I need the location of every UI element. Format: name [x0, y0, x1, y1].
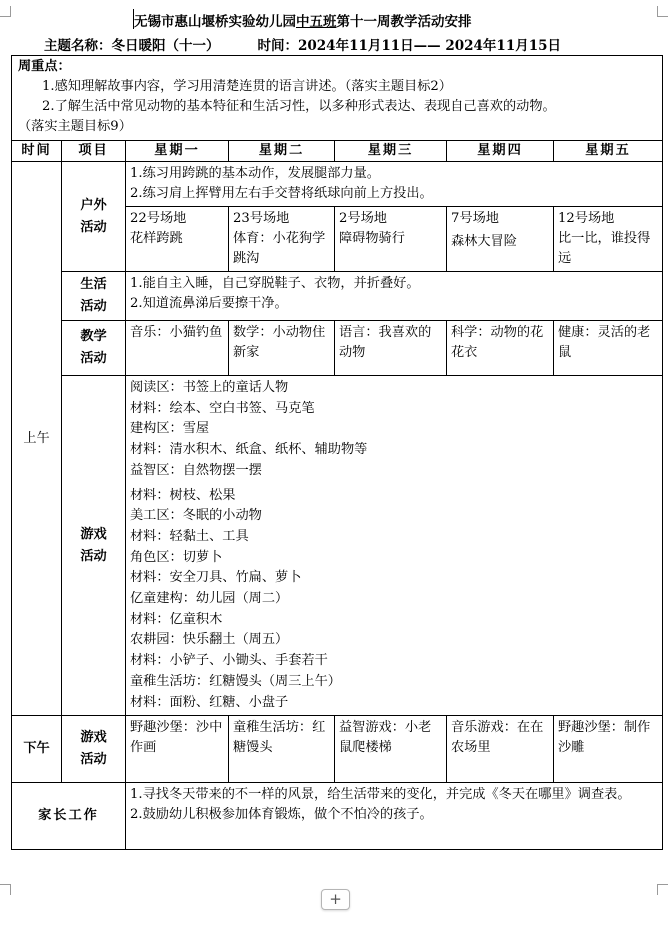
game-line: 材料：面粉、红糖、小盘子	[130, 694, 289, 710]
page-corner-mark	[657, 884, 668, 895]
teaching-label-1: 教学	[80, 329, 107, 344]
week-focus-line: 2.了解生活中常见动物的基本特征和生活习性，以多种形式表达、表现自己喜欢的动物。	[42, 99, 556, 114]
outdoor-cell-wednesday[interactable]	[335, 207, 447, 272]
afternoon-game-label-2: 活动	[80, 752, 107, 768]
teaching-cell-monday[interactable]: 音乐：小猫钓鱼	[126, 321, 229, 376]
parents-task: 2.鼓励幼儿积极参加体育锻炼，做个不怕冷的孩子。	[130, 807, 433, 823]
outdoor-site: 2号场地	[339, 211, 387, 226]
afternoon-cell-friday[interactable]: 野趣沙堡：制作沙雕	[554, 716, 663, 783]
life-label-2: 活动	[80, 299, 107, 314]
afternoon-cell-monday[interactable]: 野趣沙堡：沙中作画	[126, 716, 229, 783]
outdoor-activity: 森林大冒险	[451, 234, 517, 249]
game-label-1: 游戏	[80, 526, 107, 542]
game-line: 角色区：切萝卜	[130, 549, 223, 565]
game-line: 材料：小铲子、小锄头、手套若干	[130, 653, 328, 669]
parents-task: 1.寻找冬天带来的不一样的风景，给生活带来的变化，并完成《冬天在哪里》调查表。	[130, 787, 631, 803]
game-label	[62, 376, 126, 716]
header-item: 项目	[62, 141, 126, 162]
week-focus-line: 1.感知理解故事内容，学习用清楚连贯的语言讲述。（落实主题目标2）	[42, 79, 452, 94]
time-label: 时间：	[257, 38, 298, 54]
life-label-1: 生活	[80, 277, 107, 292]
outdoor-site: 23号场地	[233, 211, 290, 226]
date-range: 2024年11月11日—— 2024年11月15日	[298, 38, 561, 54]
week-focus-line: （落实主题目标9）	[18, 119, 132, 134]
game-label-2: 活动	[80, 548, 107, 564]
outdoor-label	[62, 162, 126, 272]
game-line: 材料：清水积木、纸盒、纸杯、辅助物等	[130, 442, 368, 458]
title-week: 第十一周教学活动安排	[336, 14, 472, 30]
outdoor-site: 7号场地	[451, 211, 499, 226]
afternoon-game-label-1: 游戏	[80, 730, 107, 746]
teaching-cell-wednesday[interactable]: 语言：我喜欢的动物	[335, 321, 447, 376]
afternoon-cell-wednesday[interactable]: 益智游戏：小老鼠爬楼梯	[335, 716, 447, 783]
outdoor-goals-cell[interactable]	[126, 162, 663, 207]
time-afternoon: 下午	[12, 716, 62, 783]
theme-label: 主题名称：	[44, 38, 112, 54]
outdoor-label-1: 户外	[80, 197, 107, 213]
teaching-label-2: 活动	[80, 351, 107, 366]
outdoor-goal: 1.练习用跨跳的基本动作，发展腿部力量。	[130, 166, 380, 181]
time-morning: 上午	[12, 162, 62, 716]
teaching-label	[62, 321, 126, 376]
afternoon-cell-tuesday[interactable]: 童稚生活坊：红糖馒头	[229, 716, 335, 783]
game-line: 材料：亿童积木	[130, 611, 223, 627]
parents-label: 家长工作	[12, 783, 126, 850]
game-line: 益智区：自然物摆一摆	[130, 462, 262, 478]
game-line: 材料：轻黏土、工具	[130, 528, 249, 544]
title-school: 无锡市惠山堰桥实验幼儿园	[134, 14, 296, 30]
game-line: 材料：绘本、空白书签、马克笔	[130, 400, 315, 416]
outdoor-cell-monday[interactable]	[126, 207, 229, 272]
game-line: 童稚生活坊：红糖馒头（周三上午）	[130, 673, 341, 689]
life-cell[interactable]	[126, 272, 663, 321]
document-title[interactable]	[134, 10, 472, 30]
outdoor-label-2: 活动	[80, 219, 107, 235]
week-focus-header: 周重点：	[18, 59, 71, 74]
header-thursday: 星期四	[447, 141, 554, 162]
teaching-cell-tuesday[interactable]: 数学：小动物住新家	[229, 321, 335, 376]
outdoor-goal: 2.练习肩上挥臂用左右手交替将纸球向前上方投出。	[130, 186, 433, 201]
outdoor-cell-friday[interactable]	[554, 207, 663, 272]
header-tuesday: 星期二	[229, 141, 335, 162]
outdoor-cell-tuesday[interactable]	[229, 207, 335, 272]
afternoon-cell-thursday[interactable]: 音乐游戏：在在农场里	[447, 716, 554, 783]
outdoor-site: 22号场地	[130, 211, 187, 226]
teaching-cell-thursday[interactable]: 科学：动物的花花衣	[447, 321, 554, 376]
game-cell[interactable]	[126, 376, 663, 716]
afternoon-game-label	[62, 716, 126, 783]
header-row	[12, 141, 663, 162]
game-line: 材料：树枝、松果	[130, 487, 236, 503]
add-button[interactable]: +	[321, 889, 350, 910]
page-corner-mark	[0, 6, 11, 17]
week-focus-cell[interactable]	[12, 56, 663, 141]
parents-cell[interactable]	[126, 783, 663, 850]
document-subtitle[interactable]	[44, 34, 561, 54]
life-goal: 2.知道流鼻涕后要擦干净。	[130, 296, 288, 311]
teaching-cell-friday[interactable]: 健康：灵活的老鼠	[554, 321, 663, 376]
game-line: 阅读区：书签上的童话人物	[130, 380, 289, 395]
game-line: 建构区：雪屋	[130, 421, 210, 437]
outdoor-activity: 花样跨跳	[130, 231, 183, 246]
game-line: 材料：安全刀具、竹扁、萝卜	[130, 570, 302, 586]
header-wednesday: 星期三	[335, 141, 447, 162]
page-corner-mark	[0, 884, 11, 895]
life-goal: 1.能自主入睡，自己穿脱鞋子、衣物，并折叠好。	[130, 276, 420, 291]
theme-value: 冬日暖阳（十一）	[111, 38, 220, 54]
header-time: 时间	[12, 141, 62, 162]
schedule-table	[11, 55, 663, 850]
life-label	[62, 272, 126, 321]
header-friday: 星期五	[554, 141, 663, 162]
outdoor-site: 12号场地	[558, 211, 615, 226]
outdoor-activity: 体育：小花狗学跳沟	[233, 231, 326, 266]
game-line: 农耕园：快乐翻土（周五）	[130, 632, 289, 648]
game-line: 亿童建构：幼儿园（周二）	[130, 591, 289, 607]
page-corner-mark	[657, 6, 668, 17]
outdoor-cell-thursday[interactable]	[447, 207, 554, 272]
outdoor-activity: 障碍物骑行	[339, 231, 405, 246]
outdoor-activity: 比一比，谁投得远	[558, 231, 651, 266]
game-line: 美工区：冬眠的小动物	[130, 508, 262, 524]
header-monday: 星期一	[126, 141, 229, 162]
title-class: 中五班	[296, 14, 337, 30]
